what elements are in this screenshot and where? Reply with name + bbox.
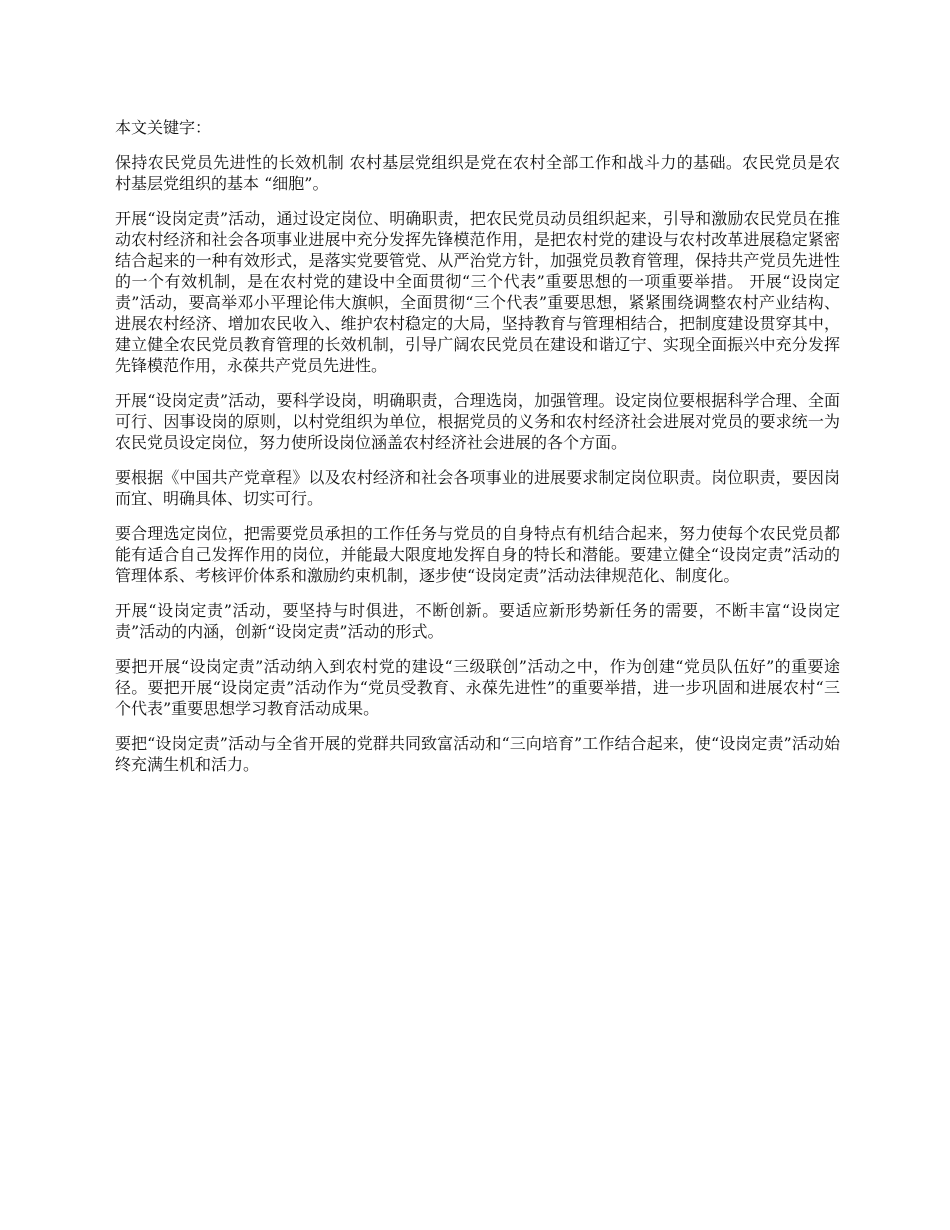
keywords-label: 本文关键字： [115,118,212,137]
paragraph-6: 开展“设岗定责”活动，要坚持与时俱进，不断创新。要适应新形势新任务的需要，不断丰富“设岗定责”活动的内涵，创新“设岗定责”活动的形式。 [115,601,840,641]
paragraph-4: 要根据《中国共产党章程》以及农村经济和社会各项事业的进展要求制定岗位职责。岗位职责，要因岗而宜、明确具体、切实可行。 [115,468,840,508]
paragraph-8: 要把“设岗定责”活动与全省开展的党群共同致富活动和“三向培育”工作结合起来，使“设岗定责”活动始终充满生机和活力。 [115,734,840,774]
paragraph-5: 要合理选定岗位，把需要党员承担的工作任务与党员的自身特点有机结合起来，努力使每个农民党员都能有适合自己发挥作用的岗位，并能最大限度地发挥自身的特长和潜能。要建立健全“设岗定责”活动的管理体系、考核评价体系和激励约束机制，逐步使“设岗定责”活动法律规范化、制度化。 [115,524,840,585]
document-body [115,117,840,789]
paragraph-7: 要把开展“设岗定责”活动纳入到农村党的建设“三级联创”活动之中，作为创建“党员队伍好”的重要途径。要把开展“设岗定责”活动作为“党员受教育、永葆先进性”的重要举措，进一步巩固和进展农村“三个代表”重要思想学习教育活动成果。 [115,657,840,718]
paragraph-1: 保持农民党员先进性的长效机制 农村基层党组织是党在农村全部工作和战斗力的基础。农民党员是农村基层党组织的基本 “细胞”。 [115,153,840,193]
paragraph-2: 开展“设岗定责”活动，通过设定岗位、明确职责，把农民党员动员组织起来，引导和激励农民党员在推动农村经济和社会各项事业进展中充分发挥先锋模范作用，是把农村党的建设与农村改革进展稳定紧密结合起来的一种有效形式，是落实党要管党、从严治党方针，加强党员教育管理，保持共产党员先进性的一个有效机制，是在农村党的建设中全面贯彻“三个代表”重要思想的一项重要举措。 开展“设岗定责”活动，要高举邓小平理论伟大旗帜，全面贯彻“三个代表”重要思想，紧紧围绕调整农村产业结构、进展农村经济、增加农民收入、维护农村稳定的大局，坚持教育与管理相结合，把制度建设贯穿其中，建立健全农民党员教育管理的长效机制，引导广阔农民党员在建设和谐辽宁、实现全面振兴中充分发挥先锋模范作用，永葆共产党员先进性。 [115,209,840,375]
paragraph-3: 开展“设岗定责”活动，要科学设岗，明确职责，合理选岗，加强管理。设定岗位要根据科学合理、全面可行、因事设岗的原则，以村党组织为单位，根据党员的义务和农村经济社会进展对党员的要求统一为农民党员设定岗位，努力使所设岗位涵盖农村经济社会进展的各个方面。 [115,391,840,452]
